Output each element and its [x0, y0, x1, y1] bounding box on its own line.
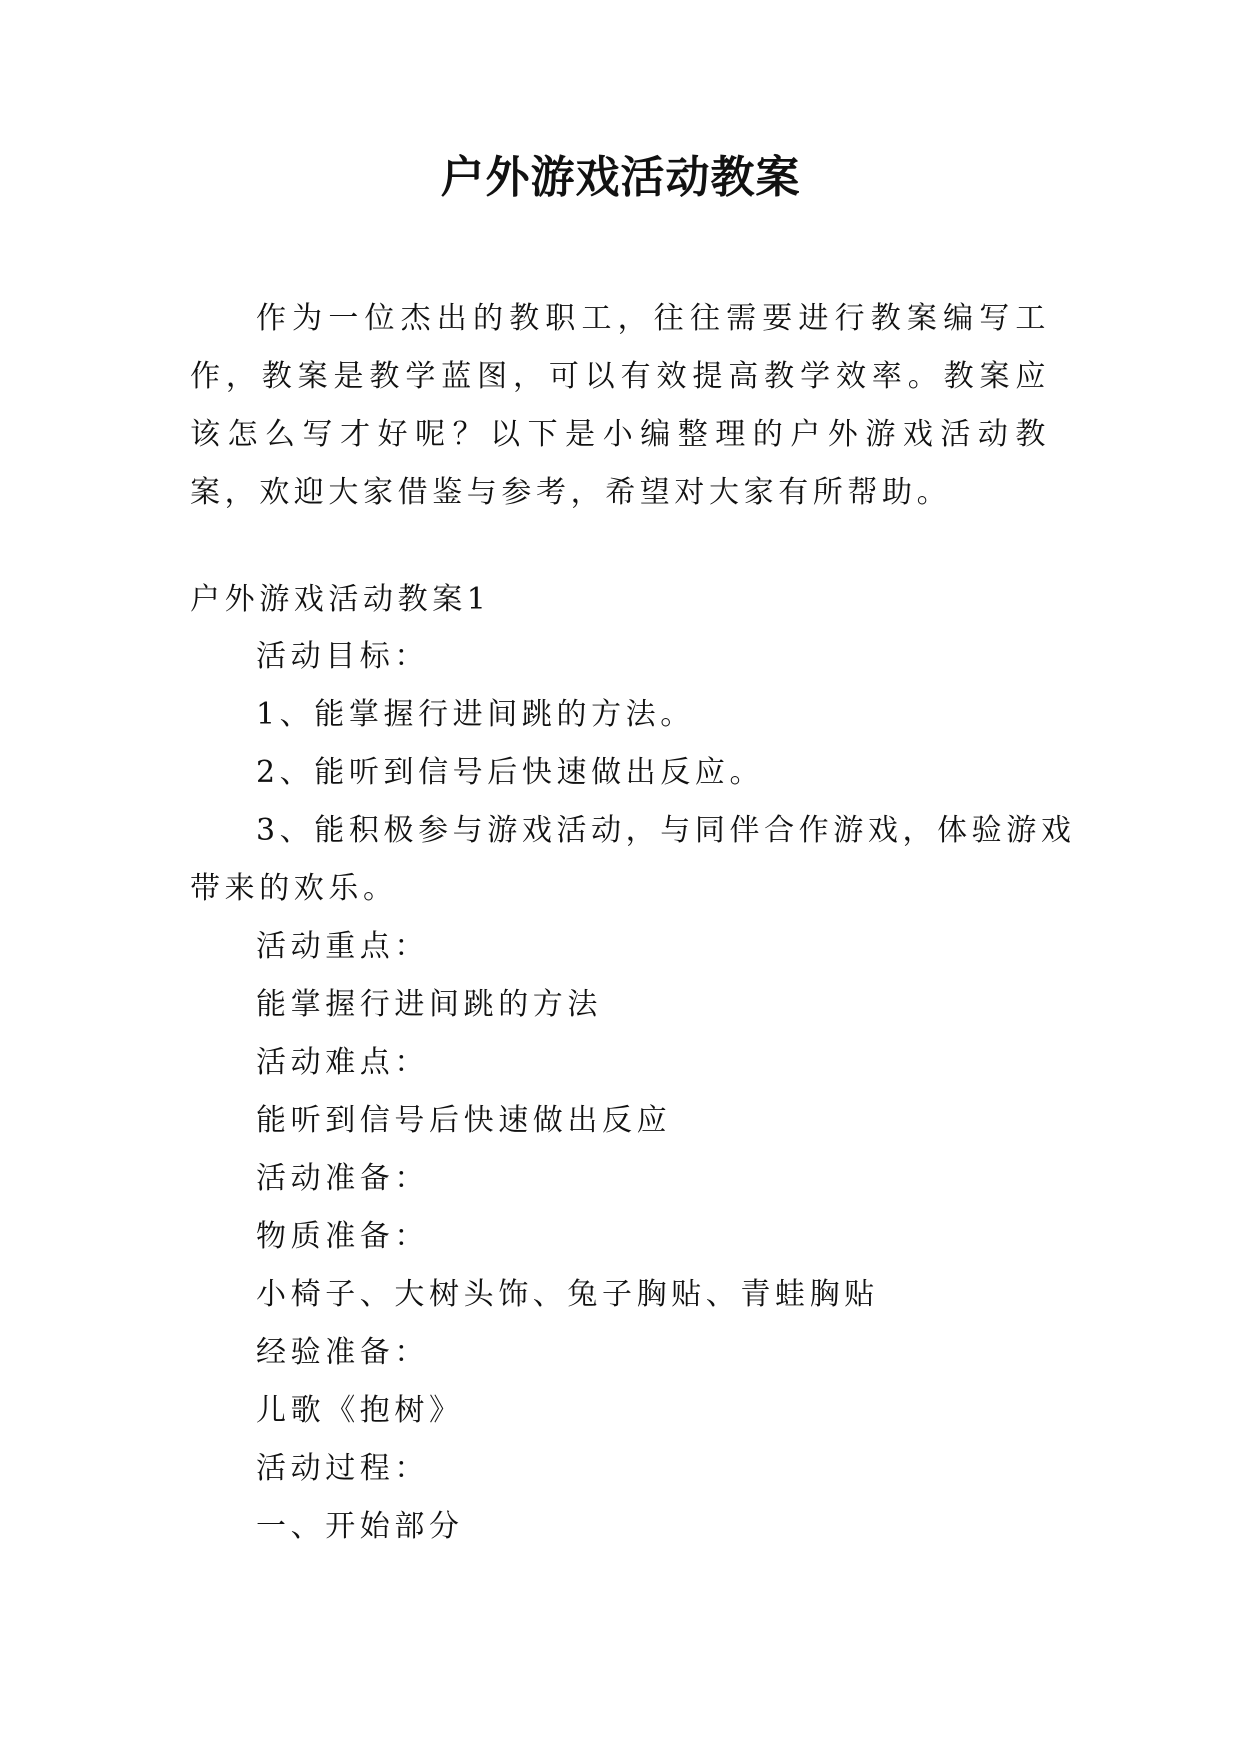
goal-item-1: 1、能掌握行进间跳的方法。	[256, 697, 695, 732]
key-point-text: 能掌握行进间跳的方法	[256, 987, 602, 1022]
process-label: 活动过程：	[256, 1451, 429, 1486]
goal-item-3: 3、能积极参与游戏活动，与同伴合作游戏，体验游戏	[256, 813, 1076, 848]
material-text: 小椅子、大树头饰、兔子胸贴、青蛙胸贴	[256, 1277, 879, 1312]
document-title: 户外游戏活动教案	[440, 152, 801, 203]
difficulty-label: 活动难点：	[256, 1045, 429, 1080]
goals-label: 活动目标：	[256, 639, 429, 674]
experience-text: 儿歌《抱树》	[256, 1393, 464, 1428]
goal-item-3-continued: 带来的欢乐。	[190, 871, 398, 906]
section-heading: 户外游戏活动教案1	[190, 582, 491, 617]
difficulty-text: 能听到信号后快速做出反应	[256, 1103, 672, 1138]
intro-paragraph: 作为一位杰出的教职工，往往需要进行教案编写工作，教案是教学蓝图，可以有效提高教学效率。教案应该怎么写才好呢？以下是小编整理的户外游戏活动教案，欢迎大家借鉴与参考，希望对大家有所帮助。	[190, 301, 1050, 510]
goal-item-2: 2、能听到信号后快速做出反应。	[256, 755, 765, 790]
preparation-label: 活动准备：	[256, 1161, 429, 1196]
material-label: 物质准备：	[256, 1219, 429, 1254]
key-point-label: 活动重点：	[256, 929, 429, 964]
experience-label: 经验准备：	[256, 1335, 429, 1370]
process-part-1: 一、开始部分	[256, 1509, 464, 1544]
